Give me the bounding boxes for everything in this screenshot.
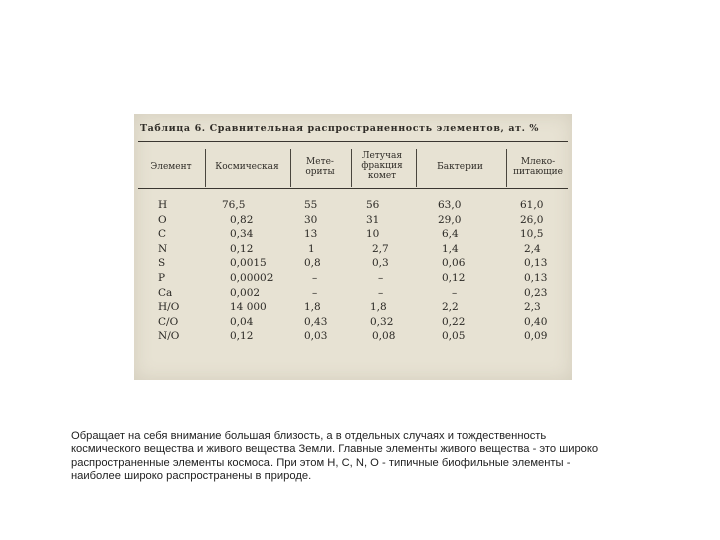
table-cell: 0,43 [304, 315, 328, 328]
table-cell: – [378, 286, 384, 299]
table-cell: 14 000 [230, 301, 267, 314]
table-cell: 1,4 [442, 242, 459, 255]
table-title: Таблица 6. Сравнительная распространенность элементов, ат. % [140, 123, 540, 134]
column-comets [366, 198, 412, 344]
table-cell: 2,4 [524, 242, 541, 255]
table-cell: N [158, 242, 168, 255]
table-cell: 0,08 [372, 330, 396, 343]
caption-line: космического вещества и живого вещества Земли. Главные элементы живого вещества - это широко [71, 443, 599, 456]
table-cell: 0,12 [230, 242, 254, 255]
table-cell: 2,3 [524, 301, 541, 314]
table-cell: C [158, 228, 167, 241]
header-comets: Летучая фракция комет [361, 151, 403, 181]
column-element [158, 198, 198, 344]
table-cell: 0,23 [524, 286, 548, 299]
table-cell: 2,7 [372, 242, 389, 255]
header-bottom-rule [138, 188, 568, 189]
table-cell: 13 [304, 228, 318, 241]
table-cell: 0,8 [304, 257, 321, 270]
table-cell: 0,05 [442, 330, 466, 343]
table-cell: – [378, 271, 384, 284]
table-cell: N/O [158, 330, 180, 343]
table-cell: 10 [366, 228, 380, 241]
table-cell: 0,09 [524, 330, 548, 343]
table-cell: 0,82 [230, 213, 254, 226]
table-cell: 10,5 [520, 228, 544, 241]
scanned-table-image [134, 114, 572, 380]
table-cell: C/O [158, 315, 179, 328]
table-cell: 0,03 [304, 330, 328, 343]
table-cell: 0,34 [230, 228, 254, 241]
table-cell: 0,12 [442, 271, 466, 284]
table-cell: 0,12 [230, 330, 254, 343]
table-cell: 1,8 [370, 301, 387, 314]
header-mammals: Млеко- питающие [513, 157, 563, 177]
column-cosmic [222, 198, 288, 344]
table-cell: – [312, 286, 318, 299]
table-cell: 0,3 [372, 257, 389, 270]
table-cell: 1 [308, 242, 315, 255]
table-cell: 0,32 [370, 315, 394, 328]
header-cosmic: Космическая [215, 162, 279, 172]
table-cell: 31 [366, 213, 380, 226]
column-bacteria [438, 198, 498, 344]
table-cell: 1,8 [304, 301, 321, 314]
table-cell: 0,06 [442, 257, 466, 270]
table-cell: Ca [158, 286, 173, 299]
table-cell: 0,13 [524, 271, 548, 284]
table-cell: 6,4 [442, 228, 459, 241]
table-cell: 0,40 [524, 315, 548, 328]
table-cell: 29,0 [438, 213, 462, 226]
table-cell: S [158, 257, 166, 270]
column-mammals [520, 198, 568, 344]
header-bacteria: Бактерии [437, 162, 483, 172]
slide-caption [71, 430, 671, 484]
table-cell: 61,0 [520, 199, 544, 211]
table-cell: O [158, 213, 167, 226]
table-cell: 0,22 [442, 315, 466, 328]
table-cell: 55 [304, 199, 318, 211]
table-cell: 63,0 [438, 199, 462, 211]
header-element: Элемент [150, 162, 192, 172]
table-cell: 0,00002 [230, 271, 274, 284]
table-cell: 30 [304, 213, 318, 226]
table-cell: H/O [158, 301, 180, 314]
table-cell: 0,04 [230, 315, 254, 328]
table-cell: 2,2 [442, 301, 459, 314]
table-cell: 0,13 [524, 257, 548, 270]
table-cell: 76,5 [222, 199, 246, 211]
caption-line: распространенные элементы космоса. При этом H, C, N, O - типичные биофильные элементы - [71, 456, 571, 469]
table-cell: 0,002 [230, 286, 261, 299]
table-cell: P [158, 271, 166, 284]
caption-line: наиболее широко распространены в природе. [71, 470, 312, 483]
table-cell: 0,0015 [230, 257, 267, 270]
table-cell: – [312, 271, 318, 284]
column-meteorites [304, 198, 350, 344]
table-cell: H [158, 199, 168, 211]
table-cell: – [452, 286, 458, 299]
table-cell: 56 [366, 199, 380, 211]
table-top-rule [138, 141, 568, 142]
table-cell: 26,0 [520, 213, 544, 226]
header-meteorites: Мете- ориты [305, 157, 335, 177]
caption-line: Обращает на себя внимание большая близость, а в отдельных случаях и тождественность [71, 430, 547, 442]
